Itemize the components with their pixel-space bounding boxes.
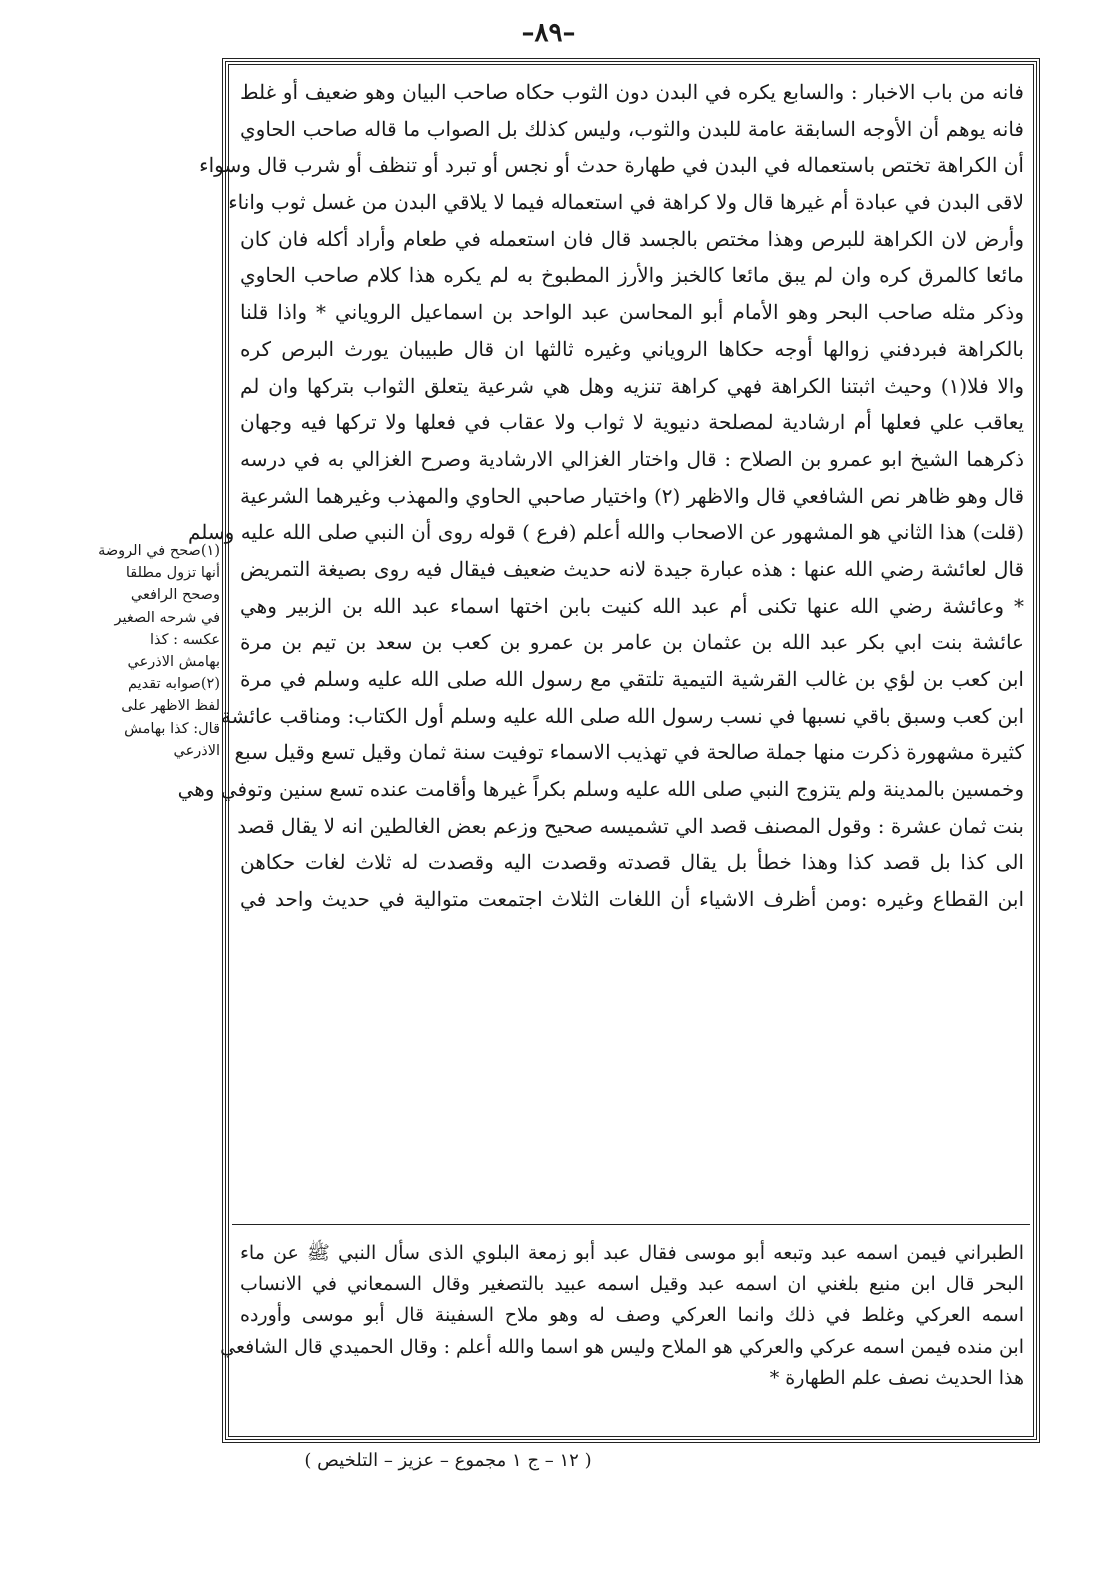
text-line: الى كذا بل قصد كذا وهذا خطأ بل يقال قصدته وقصدت اليه وقصدت له ثلاث لغات حكاهن [240, 850, 1024, 875]
text-line: وذكر مثله صاحب البحر وهو الأمام أبو المحاسن عبد الواحد بن اسماعيل الروياني * واذا قلنا [240, 300, 1024, 325]
margin-note-line: قال: كذا بهامش [124, 720, 220, 737]
text-line: ابن كعب بن لؤي بن غالب القرشية التيمية تلتقي مع رسول الله صلى الله عليه وسلم في مرة [240, 667, 1024, 691]
text-line: يعاقب علي فعلها أم ارشادية لمصلحة دنيوية لا ثواب ولا عقاب في فعلها ولا تركها فيه وجهان [240, 410, 1024, 435]
text-line: وخمسين بالمدينة ولم يتزوج النبي صلى الله عليه وسلم بكراً غيرها وأقامت عنده تسع سنين وتوفي وهي [177, 777, 1024, 802]
margin-note-line: (٢)صوابه تقديم [127, 676, 220, 693]
footnote-divider [232, 1224, 1030, 1225]
footnote-line: ابن منده فيمن اسمه عركي والعركي هو الملاح وليس هو اسما والله أعلم : وقال الحميدي قال الشافعي [220, 1335, 1024, 1358]
text-line: * وعائشة رضي الله عنها تكنى أم عبد الله كنيت بابن اختها اسماء عبد الله بن الزبير وهي [240, 593, 1025, 618]
margin-note-line: (١)صحح في الروضة [98, 543, 220, 559]
footnote-line: البحر قال ابن منيع بلغني ان اسمه عبد وقيل اسمه عبيد بالتصغير وقال السمعاني في الانساب [240, 1273, 1024, 1296]
margin-note-line: أنها تزول مطلقا [125, 565, 220, 582]
text-line: مائعا كالمرق كره وان لم يبق مائعا كالخبز والأرز المطبوخ به لم يكره هذا كلام صاحب الحاوي [240, 263, 1024, 288]
margin-note-line: لفظ الاظهر على [121, 698, 220, 715]
text-line: فانه من باب الاخبار : والسابع يكره في البدن دون الثوب حكاه صاحب البيان وهو ضعيف أو غلط [240, 80, 1024, 104]
page-number: –٨٩– [521, 18, 576, 48]
text-line: (قلت) هذا الثاني هو المشهور عن الاصحاب والله أعلم (فرع ) قوله روى أن النبي صلى الله عليه وسلم [187, 520, 1024, 545]
margin-note [98, 540, 220, 762]
footnote-line: اسمه العركي وغلط في ذلك وانما العركي وصف له وهو ملاح السفينة قال أبو موسى وأورده [240, 1304, 1024, 1327]
text-line: وأرض لان الكراهة للبرص وهذا مختص بالجسد قال فان استعمله في طعام وأراد أكله فان كان [240, 226, 1024, 251]
footnote-text [220, 1238, 1024, 1394]
text-line: ابن القطاع وغيره :ومن أظرف الاشياء أن اللغات الثلاث اجتمعت متوالية في حديث واحد في [240, 887, 1024, 912]
text-line: والا فلا(١) وحيث اثبتنا الكراهة فهي كراهة تنزيه وهل هي شرعية يتعلق الثواب بتركها وان لم [240, 373, 1025, 398]
printer-signature: ( ١٢ – ج ١ مجموع – عزيز – التلخيص ) [304, 1450, 592, 1471]
margin-note-line: الاذرعي [173, 742, 220, 759]
footnote-line: الطبراني فيمن اسمه عبد وتبعه أبو موسى فقال عبد أبو زمعة البلوي الذى سأل النبي ﷺ عن ماء [240, 1242, 1024, 1264]
text-line: قال لعائشة رضي الله عنها : هذه عبارة جيدة لانه حديث ضعيف فيقال فيه روى بصيغة التمريض [240, 556, 1024, 581]
margin-note-line: بهامش الاذرعي [127, 653, 220, 670]
text-line: عائشة بنت ابي بكر عبد الله بن عثمان بن عامر بن عمرو بن كعب بن سعد بن تيم بن مرة [240, 630, 1024, 655]
text-line: ابن كعب وسبق باقي نسبها في نسب رسول الله صلى الله عليه وسلم أول الكتاب: ومناقب عائشة [220, 703, 1024, 728]
margin-note-line: في شرحه الصغير [114, 609, 220, 626]
footnote-line: هذا الحديث نصف علم الطهارة * [769, 1366, 1024, 1389]
text-line: ذكرهما الشيخ ابو عمرو بن الصلاح : قال واختار الغزالي الارشادية وصرح الغزالي به في درسه [240, 446, 1024, 471]
margin-note-line: وصحح الرافعي [130, 587, 220, 604]
text-line: أن الكراهة تختص باستعماله في البدن في طهارة حدث أو نجس أو تبرد أو تنظف أو شرب قال وسواء [199, 153, 1024, 178]
text-line: قال وهو ظاهر نص الشافعي قال والاظهر (٢) واختيار صاحبي الحاوي والمهذب وغيرهما الشرعية [240, 483, 1025, 508]
text-line: بنت ثمان عشرة : وقول المصنف قصد الي تشميسه صحيح وزعم بعض الغالطين انه لا يقال قصد [237, 813, 1024, 838]
text-line: بالكراهة فبردفني زوالها أوجه حكاها الروياني وغيره ثالثها ان قال طبيبان يورث البرص كره [240, 336, 1024, 361]
margin-note-line: عكسه : كذا [149, 631, 220, 648]
text-line: فانه يوهم أن الأوجه السابقة عامة للبدن والثوب، وليس كذلك بل الصواب ما قاله صاحب الحاوي [240, 116, 1024, 141]
text-line: كثيرة مشهورة ذكرت منها جملة صالحة في تهذيب الاسماء توفيت سنة ثمان وقيل تسع وقيل سبع [234, 740, 1024, 765]
text-line: لاقى البدن في عبادة أم غيرها قال ولا كراهة في استعماله فيما لا يلاقي البدن من غسل ثوب واناء [228, 190, 1024, 215]
